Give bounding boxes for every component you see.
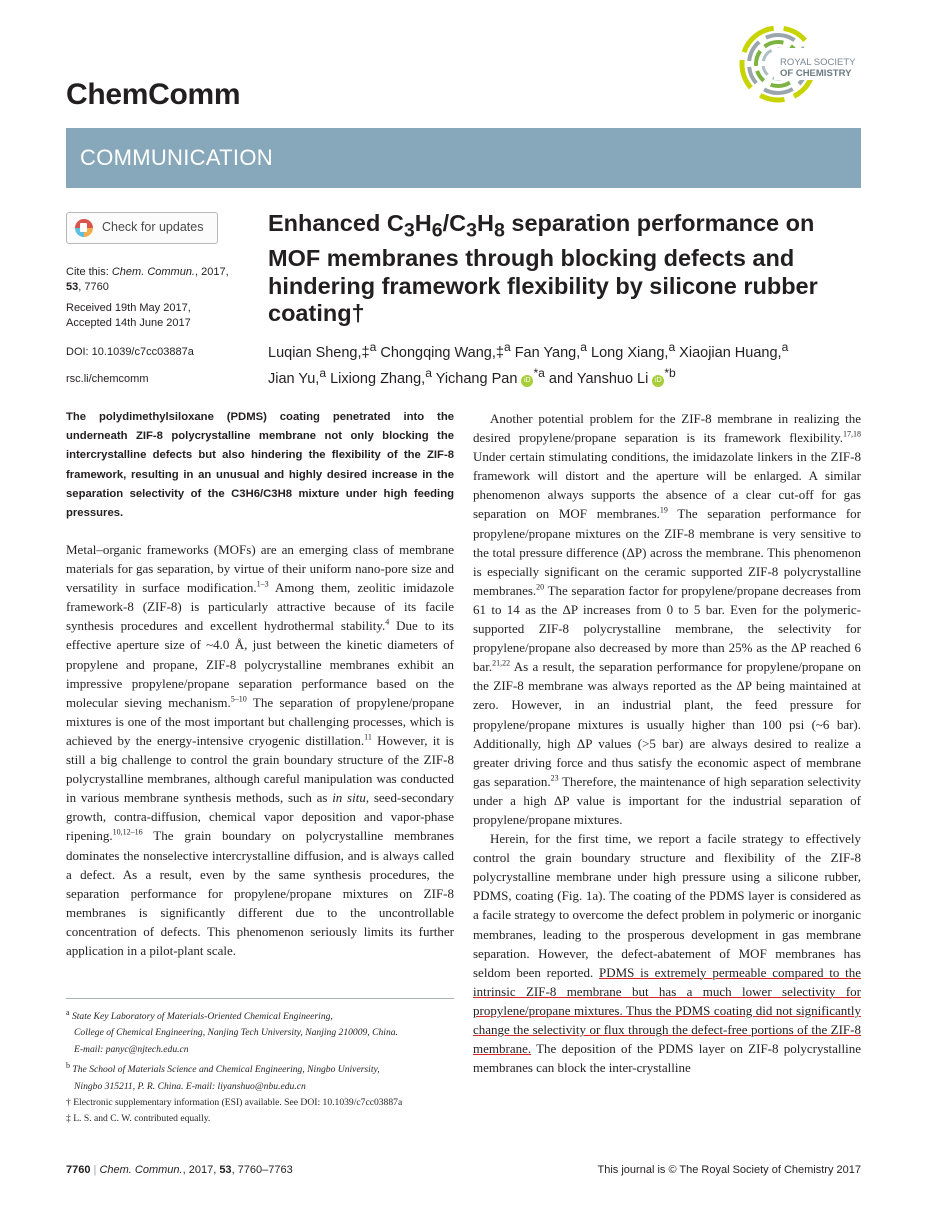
check-for-updates-button[interactable]: [66, 212, 218, 244]
footnote-text: Ningbo 315211, P. R. China. E-mail: liyanshuo@nbu.edu.cn: [74, 1080, 306, 1092]
footnote-affiliation-a: [66, 1005, 461, 1025]
title-text: H: [476, 210, 494, 236]
footnote-esi: † Electronic supplementary information (ESI) available. See DOI: 10.1039/c7cc03887a: [66, 1096, 403, 1108]
title-text: H: [414, 210, 432, 236]
body-text: Another potential problem for the ZIF-8 membrane in realizing the desired propylene/propane separation is its framework flexibility.: [473, 411, 861, 446]
reference[interactable]: 19: [659, 506, 668, 516]
cite-year: , 2017,: [195, 266, 229, 278]
footer-journal: Chem. Commun.: [99, 1164, 183, 1176]
author-affil: a: [319, 365, 327, 380]
paragraph: [66, 540, 454, 960]
body-text: The separation factor for propylene/propane decreases from 61 to 14 as the ΔP increases from 0 to 5 bar. Even for the polymeric-supported ZIF-8 polycrystalline membrane, the selectivity for propylene/propane also decreased by more than 25% as the ΔP reached 6 bar.: [473, 582, 861, 675]
reference[interactable]: 17,18: [843, 429, 861, 439]
citation-info: [66, 265, 246, 295]
body-text: The deposition of the PDMS layer on ZIF-8 polycrystalline membranes can block the inter-crystalline: [473, 1041, 861, 1076]
body-right-column: [473, 409, 861, 1077]
author-name: and Yanshuo Li: [544, 370, 649, 387]
author-affil: a: [425, 365, 432, 380]
cite-journal: Chem. Commun.: [111, 266, 195, 278]
footnote-text: State Key Laboratory of Materials-Oriented Chemical Engineering,: [71, 1011, 333, 1023]
footnote-text: The School of Materials Science and Chemical Engineering, Ningbo University,: [72, 1064, 380, 1076]
body-text: Therefore, the maintenance of high separation selectivity under a high ΔP value is important for the industrial separation of propylene/propane mixtures.: [473, 773, 861, 827]
author-name: Lixiong Zhang,: [326, 370, 426, 387]
reference[interactable]: 10,12–16: [112, 828, 143, 838]
author-affil: a: [781, 340, 789, 354]
footnote-contribution: ‡ L. S. and C. W. contributed equally.: [66, 1113, 211, 1125]
footer-volume: 53: [219, 1164, 232, 1176]
reference[interactable]: 21,22: [492, 658, 511, 668]
author-name: Fan Yang,: [510, 344, 581, 361]
title-sub: 8: [493, 219, 505, 242]
body-text: Metal–organic frameworks (MOFs) are an emerging class of membrane materials for gas separation, by virtue of their uniform nano-pore size and versatility in surface modification.: [66, 542, 454, 596]
body-text: , seed-secondary growth, contra-diffusion, chemical vapor deposition and vapor-phase ripening.: [66, 790, 454, 844]
accepted-date: Accepted 14th June 2017: [66, 317, 191, 329]
dates: [66, 301, 246, 331]
rsc-line2: OF CHEMISTRY: [780, 68, 852, 79]
author-name: Xiaojian Huang,: [675, 344, 782, 361]
title-text: /C: [442, 210, 467, 236]
cite-volume: 53: [66, 281, 79, 293]
body-text: The separation of propylene/propane mixtures is one of the most important but challenging processes, which is achieved by the energy-intensive cryogenic distillation.: [66, 694, 454, 748]
body-text: Herein, for the first time, we report a facile strategy to effectively control the grain boundary structure and flexibility of the ZIF-8 polycrystalline membrane under high pressure using a silicone rubber, PDMS, coating (Fig. 1a). The coating of the PDMS layer is considered as a facile strategy to overcome the defect problem in polymeric or inorganic membranes, leading to the prosperous development in gas membrane separation. However, the defect-abatement of MOF membranes has seldom been reported.: [473, 831, 861, 980]
article-type-banner: [66, 128, 861, 188]
paragraph: [473, 829, 861, 1077]
body-text: As a result, the separation performance for propylene/propane on the ZIF-8 membrane was always reported as the ΔP being maintained at zero. However, in an industrial plant, the feed pressure for propylene/propane mixtures is usually higher than 100 psi (~6 bar). Additionally, high ΔP values (>5 bar) are always desired to realize a greater driving force and thus satisfy the economic aspect of membrane gas separation.: [473, 659, 861, 789]
author-affil: *a: [533, 365, 545, 380]
rsc-line1: ROYAL SOCIETY: [780, 57, 856, 68]
footnote-divider: [66, 998, 454, 999]
footnote-mark: b: [66, 1061, 70, 1071]
cite-page: , 7760: [78, 281, 109, 293]
rsc-wordmark: [780, 57, 856, 79]
crossmark-icon: [75, 219, 93, 237]
footnote-email[interactable]: E-mail: panyc@njtech.edu.cn: [74, 1043, 189, 1055]
page-number: 7760: [66, 1164, 91, 1176]
body-text: Due to its effective aperture size of ~4.0 Å, just between the kinetic diameters of propylene and propane, ZIF-8 polycrystalline membranes exhibit an impressive propylene/propane separation performance based on the molecular sieving mechanism.: [66, 618, 454, 710]
orcid-icon[interactable]: iD: [521, 375, 533, 387]
reference[interactable]: 20: [536, 582, 545, 592]
footnote-mark: a: [66, 1008, 70, 1017]
author-affil: a: [503, 340, 511, 354]
title-sub: 3: [466, 219, 477, 242]
body-text-italic: in situ: [332, 790, 366, 806]
footnote-affiliation-b: [66, 1058, 461, 1078]
author-affil: a: [369, 340, 377, 354]
doi: DOI: 10.1039/c7cc03887a: [66, 346, 194, 358]
body-text: Under certain stimulating conditions, the imidazolate linkers in the ZIF-8 framework will distort and the aperture will be enlarged. A similar phenomenon always supports the absence of a clear cut-off for gas separation on MOF membranes.: [473, 449, 861, 522]
reference[interactable]: 4: [385, 618, 390, 628]
author-affil: a: [668, 340, 676, 354]
author-name: Luqian Sheng,‡: [268, 344, 370, 361]
journal-link[interactable]: rsc.li/chemcomm: [66, 373, 149, 385]
reference[interactable]: 5–10: [230, 694, 247, 704]
title-sub: 6: [431, 219, 443, 242]
author-affil: *b: [664, 365, 676, 380]
received-date: Received 19th May 2017,: [66, 302, 191, 314]
author-name: Jian Yu,: [268, 370, 320, 387]
body-left-column: [66, 540, 454, 960]
reference[interactable]: 23: [550, 773, 559, 783]
underlined-text: PDMS is extremely permeable compared to the intrinsic ZIF-8 membrane but has a much lower selectivity for propylene/propane mixtures. Thus the PDMS coating did not significantly change the selectivity or flux through the defect-free portions of the ZIF-8 membrane.: [473, 964, 862, 1057]
reference[interactable]: 11: [364, 732, 372, 742]
body-text: The separation performance for propylene/propane mixtures on the ZIF-8 membrane is very sensitive to the total pressure difference (ΔP) across the membrane. This phenomenon is especially significant on the ceramic supported ZIF-8 polycrystalline membranes.: [473, 506, 861, 598]
footnote-text: College of Chemical Engineering, Nanjing Tech University, Nanjing 210009, China.: [74, 1027, 398, 1039]
abstract: The polydimethylsiloxane (PDMS) coating penetrated into the underneath ZIF-8 polycrystalline membrane not only blocking the intercrystalline defects but also hindering the flexibility of the ZIF-8 framework, resulting in an unusual and highly desired increase in the separation selectivity of the C3H6/C3H8 mixture under high feeding pressures.: [66, 411, 454, 520]
journal-name: ChemComm: [66, 78, 241, 111]
author-affil: a: [580, 340, 587, 354]
author-name: Chongqing Wang,‡: [376, 344, 504, 361]
paragraph: [473, 409, 861, 829]
cite-label: Cite this:: [66, 266, 109, 278]
footer-separator: |: [93, 1164, 97, 1176]
orcid-icon[interactable]: iD: [652, 375, 664, 387]
check-for-updates-label: Check for updates: [102, 220, 204, 234]
footer-pages: , 7760–7763: [231, 1164, 293, 1176]
article-title: [268, 210, 838, 328]
article-type-label: COMMUNICATION: [80, 145, 273, 170]
body-text: However, it is still a big challenge to control the grain boundary structure of the ZIF-8 polycrystalline membranes, although careful manipulation was conducted in various membrane synthesis methods, such as: [66, 732, 454, 806]
page-footer-left: [66, 1164, 293, 1176]
footnotes: [66, 1005, 461, 1127]
title-text: separation performance on MOF membranes through blocking defects and hindering framework flexibility by silicone rubber coating†: [268, 210, 818, 327]
page-footer-right: This journal is © The Royal Society of Chemistry 2017: [597, 1164, 861, 1176]
title-sub: 3: [403, 219, 415, 242]
author-name: Yichang Pan: [431, 370, 518, 387]
footer-year: , 2017,: [182, 1164, 220, 1176]
body-text: Among them, zeolitic imidazole framework-8 (ZIF-8) is particularly attractive because of its facile synthesis procedures and excellent hydrothermal stability.: [66, 580, 455, 634]
author-name: Long Xiang,: [587, 344, 669, 361]
reference[interactable]: 1–3: [256, 579, 269, 589]
title-text: Enhanced C: [268, 210, 404, 236]
author-list: [268, 337, 848, 389]
body-text: The grain boundary on polycrystalline membranes dominates the nonselective intercrystalline diffusion, and is always called a defect. As a result, even by the same synthesis procedures, the separation performance for propylene/propane mixtures on ZIF-8 membranes is significantly different due to the uncontrollable concentration of defects. This phenomenon seriously limits its further application in a pilot-plant scale.: [66, 828, 454, 958]
